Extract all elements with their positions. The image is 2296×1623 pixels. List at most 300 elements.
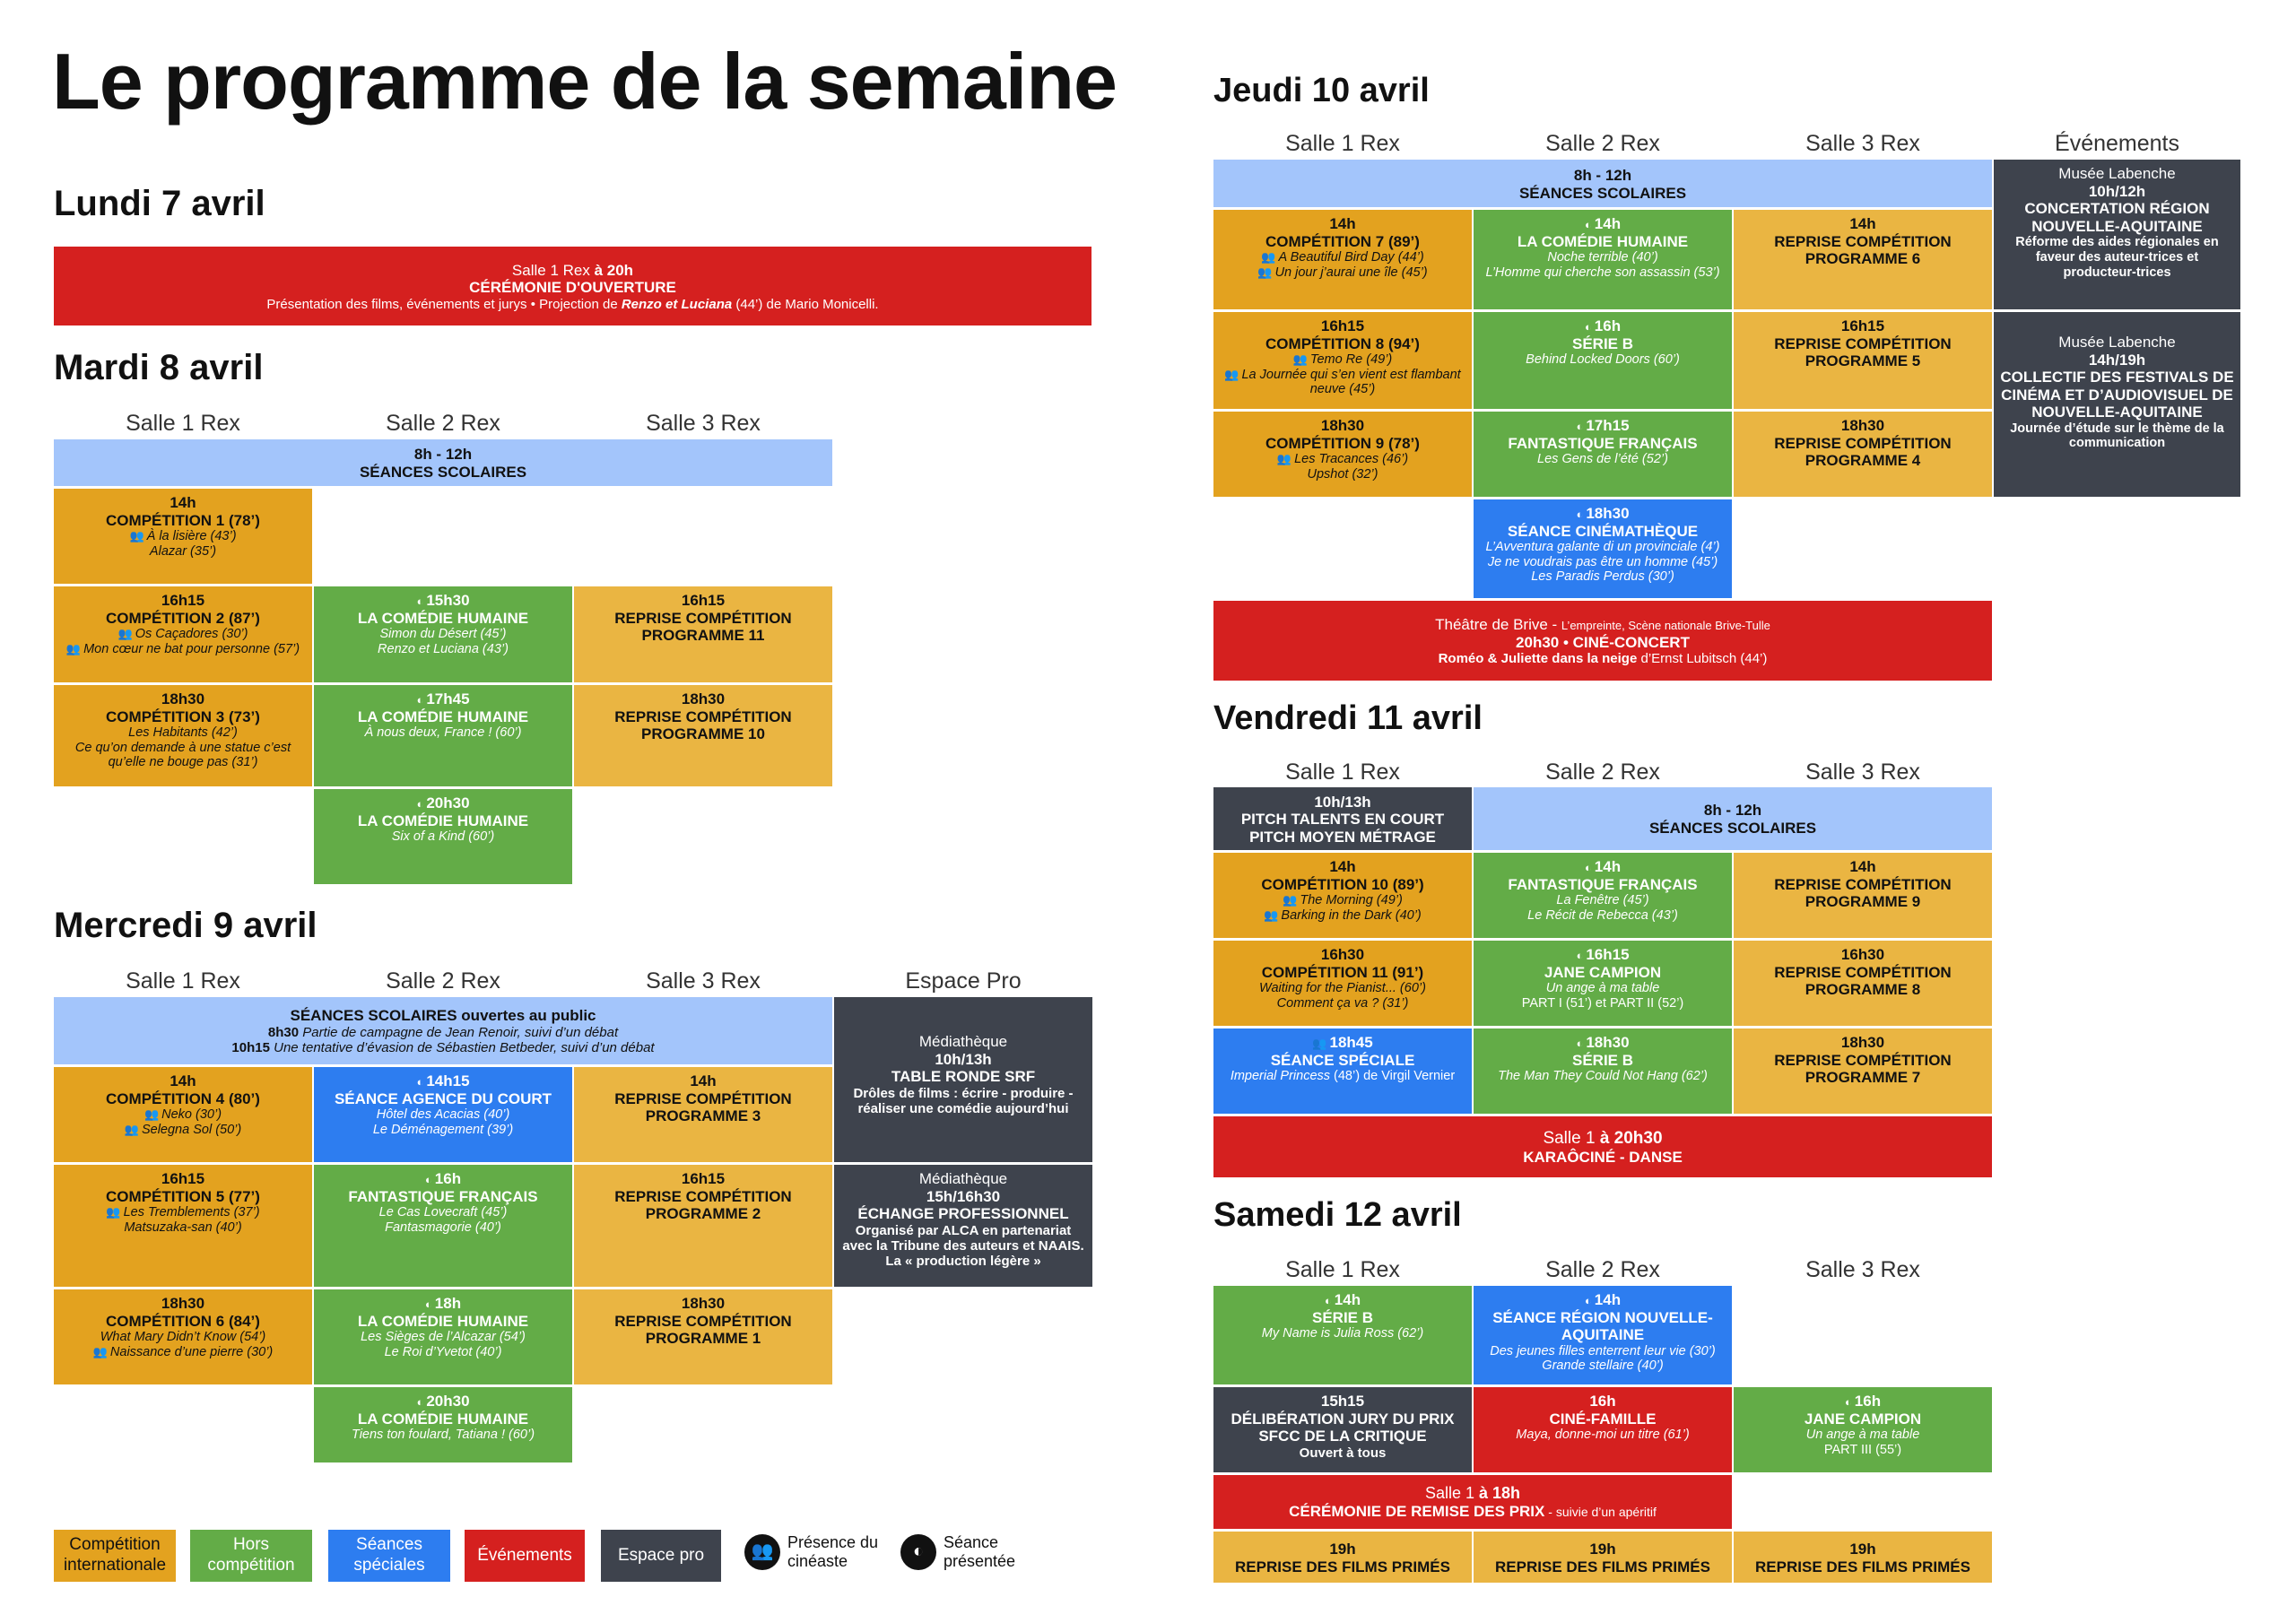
- film-credit: (48’) de Virgil Vernier: [1330, 1069, 1456, 1084]
- time: 14h: [170, 1072, 196, 1089]
- presenter-icon: ◐: [1576, 1037, 1584, 1050]
- film-title: Grande stellaire (40’): [1542, 1358, 1664, 1374]
- session-card[interactable]: [574, 685, 832, 786]
- session-card[interactable]: [1213, 312, 1472, 409]
- session-title: JANE CAMPION: [1804, 1410, 1922, 1428]
- time: 16h30: [1320, 946, 1365, 963]
- session-title: FANTASTIQUE FRANÇAIS: [348, 1187, 538, 1205]
- event-desc: Drôles de films : écrire - produire - réaliser une comédie aujourd’hui: [853, 1085, 1074, 1116]
- day-title-vendredi: Vendredi 11 avril: [1213, 699, 1483, 737]
- presenter-icon: ◐: [1324, 1294, 1332, 1307]
- time: 10h15: [231, 1040, 270, 1056]
- presenter-icon: ◐: [1584, 861, 1592, 874]
- time: 18h45: [1329, 1034, 1373, 1051]
- session-title: COMPÉTITION 9 (78’): [1265, 434, 1420, 452]
- session-title: COMPÉTITION 1 (78’): [106, 511, 260, 529]
- session-card[interactable]: [54, 489, 312, 584]
- presenter-icon: ◐: [1584, 218, 1592, 231]
- film-title: Roméo & Juliette dans la neige: [1438, 651, 1638, 667]
- time: 18h30: [681, 690, 726, 707]
- time: 16h15: [1840, 317, 1885, 334]
- time: 14h: [1334, 1291, 1361, 1308]
- presenter-icon: ◐: [1844, 1395, 1852, 1409]
- session-card[interactable]: [1474, 210, 1732, 309]
- session-card[interactable]: [54, 685, 312, 786]
- time: 10h/13h: [935, 1050, 992, 1068]
- film-title: Le Déménagement (39’): [372, 1122, 514, 1137]
- session-card[interactable]: [1213, 412, 1472, 497]
- venue: Théâtre de Brive -: [1435, 616, 1561, 634]
- session-title: ÉCHANGE PROFESSIONNEL: [857, 1205, 1069, 1223]
- venue-detail: L’empreinte, Scène nationale Brive-Tulle: [1561, 619, 1770, 633]
- presenter-icon: ◐: [424, 1173, 432, 1186]
- session-card[interactable]: [54, 1067, 312, 1162]
- session-card[interactable]: [314, 685, 572, 786]
- time: 10h/12h: [2088, 182, 2146, 200]
- venue: Musée Labenche: [2058, 334, 2176, 351]
- session-card[interactable]: [1474, 941, 1732, 1026]
- venue: Médiathèque: [918, 1033, 1008, 1050]
- time: 20h30: [426, 1393, 470, 1410]
- session-card[interactable]: [1213, 853, 1472, 938]
- presence-icon: 👥: [1283, 893, 1298, 907]
- session-title: LA COMÉDIE HUMAINE: [357, 707, 529, 725]
- column-header: Espace Pro: [905, 968, 1022, 994]
- column-header: Salle 2 Rex: [1545, 1257, 1660, 1282]
- film-title: Les Tracances (46’): [1294, 452, 1409, 467]
- time: 18h30: [161, 1295, 205, 1312]
- session-title: REPRISE DES FILMS PRIMÉS: [1755, 1558, 1970, 1575]
- presenter-icon: ◐: [1576, 420, 1584, 433]
- session-title: FANTASTIQUE FRANÇAIS: [1508, 434, 1698, 452]
- event-desc: - suivie d’un apéritif: [1544, 1505, 1657, 1520]
- film-title: Renzo et Luciana: [621, 296, 733, 312]
- venue: Médiathèque: [918, 1170, 1008, 1187]
- film-title: Temo Re (49’): [1309, 352, 1393, 368]
- session-title: COMPÉTITION 11 (91’): [1261, 963, 1424, 981]
- event-desc: Journée d’étude sur le thème de la communication: [2010, 421, 2224, 451]
- film-title: Comment ça va ? (31’): [1276, 995, 1409, 1011]
- school-screenings[interactable]: [1213, 160, 1992, 207]
- presence-icon: 👥: [1261, 250, 1276, 265]
- time: 17h15: [1586, 417, 1630, 434]
- session-card[interactable]: [1474, 499, 1732, 598]
- time: 18h30: [681, 1295, 726, 1312]
- time: 14h: [1849, 858, 1876, 875]
- session-title: SÉANCES SCOLAIRES: [1518, 184, 1687, 202]
- session-card[interactable]: [1734, 1387, 1992, 1472]
- film-title: Upshot (32’): [1307, 466, 1378, 482]
- presence-icon: 👥: [117, 627, 133, 641]
- column-header: Salle 1 Rex: [1285, 131, 1400, 156]
- session-title: SÉRIE B: [1571, 334, 1634, 352]
- session-card[interactable]: [1213, 941, 1472, 1026]
- session-card[interactable]: [1213, 1532, 1472, 1583]
- presence-icon: 👥: [106, 1205, 121, 1219]
- time: 18h30: [1320, 417, 1365, 434]
- film-title: L’Avventura galante di un provinciale (4’): [1485, 540, 1720, 555]
- presence-icon: 👥: [92, 1344, 108, 1358]
- presence-icon: 👥: [1264, 907, 1279, 922]
- session-title: REPRISE COMPÉTITION PROGRAMME 8: [1774, 963, 1952, 999]
- presenter-icon: ◐: [900, 1534, 936, 1570]
- time: 14h: [690, 1072, 717, 1089]
- film-title: Mon cœur ne bat pour personne (57’): [83, 641, 300, 656]
- time: à 20h30: [1599, 1129, 1663, 1149]
- time: 15h/16h30: [926, 1187, 1001, 1205]
- pro-event-card[interactable]: [834, 1165, 1092, 1287]
- film-title: Je ne voudrais pas être un homme (45’): [1487, 554, 1718, 569]
- session-title: SÉRIE B: [1571, 1051, 1634, 1069]
- session-title: REPRISE COMPÉTITION PROGRAMME 1: [614, 1312, 792, 1348]
- column-header: Salle 3 Rex: [646, 411, 761, 436]
- film-title: Neko (30’): [161, 1107, 222, 1123]
- session-card[interactable]: [54, 1289, 312, 1384]
- time: à 18h: [1479, 1484, 1521, 1503]
- day-title-jeudi: Jeudi 10 avril: [1213, 72, 1430, 109]
- column-header: Salle 1 Rex: [1285, 759, 1400, 785]
- awards-ceremony[interactable]: [1213, 1475, 1732, 1529]
- time: 16h15: [1320, 317, 1365, 334]
- presenter-icon: ◐: [416, 1395, 424, 1409]
- session-title: SÉANCES SCOLAIRES: [1648, 820, 1817, 837]
- session-card[interactable]: [1474, 312, 1732, 409]
- column-header: Événements: [2055, 131, 2179, 156]
- film-title: Barking in the Dark (40’): [1281, 907, 1422, 923]
- column-header: Salle 2 Rex: [1545, 759, 1660, 785]
- pro-event-card[interactable]: [834, 997, 1092, 1162]
- film-title: Alazar (35’): [149, 543, 217, 559]
- session-title: SÉANCES SCOLAIRES ouvertes au public: [290, 1007, 596, 1025]
- event-desc-end: (44’) de Mario Monicelli.: [732, 296, 879, 312]
- day-title-mercredi: Mercredi 9 avril: [54, 906, 317, 945]
- film-title: Les Habitants (42’): [128, 725, 238, 741]
- session-title: CONCERTATION RÉGION NOUVELLE-AQUITAINE: [2024, 200, 2210, 235]
- time: 14h: [1594, 1291, 1622, 1308]
- film-title: Des jeunes filles enterrent leur vie (30’): [1490, 1343, 1716, 1358]
- presence-icon: 👥: [65, 641, 82, 655]
- session-title: LA COMÉDIE HUMAINE: [357, 1312, 529, 1330]
- school-screenings[interactable]: [54, 997, 832, 1064]
- film-title: Noche terrible (40’): [1547, 250, 1658, 265]
- presence-icon: 👥: [144, 1107, 160, 1122]
- session-card[interactable]: [1474, 412, 1732, 497]
- pro-event-card[interactable]: [1213, 787, 1472, 850]
- session-title: FANTASTIQUE FRANÇAIS: [1508, 875, 1698, 893]
- film-title: Renzo et Luciana (43’): [378, 641, 509, 656]
- session-card[interactable]: [314, 1289, 572, 1384]
- session-card[interactable]: [1474, 1286, 1732, 1384]
- film-title: Os Caçadores (30’): [135, 627, 248, 642]
- session-title: COLLECTIF DES FESTIVALS DE CINÉMA ET D’AUDIOVISUEL DE NOUVELLE-AQUITAINE: [2000, 369, 2234, 421]
- karaocine-event[interactable]: [1213, 1116, 1992, 1177]
- session-card[interactable]: [1474, 1028, 1732, 1114]
- time: 8h - 12h: [1703, 802, 1762, 820]
- time: 16h: [1594, 317, 1622, 334]
- session-title: REPRISE DES FILMS PRIMÉS: [1235, 1558, 1450, 1575]
- session-title: REPRISE COMPÉTITION PROGRAMME 4: [1774, 434, 1952, 470]
- legend-evenements: Événements: [465, 1530, 585, 1582]
- session-title: REPRISE COMPÉTITION PROGRAMME 2: [614, 1187, 792, 1223]
- time: 10h/13h: [1314, 793, 1371, 811]
- time: 16h15: [161, 1170, 205, 1187]
- event-desc: Ouvert à tous: [1299, 1445, 1387, 1461]
- opening-ceremony[interactable]: [54, 247, 1091, 325]
- session-title: 20h30 • CINÉ-CONCERT: [1516, 633, 1690, 651]
- column-header: Salle 2 Rex: [1545, 131, 1660, 156]
- session-title: REPRISE COMPÉTITION PROGRAMME 9: [1774, 875, 1952, 911]
- event-desc: Réforme des aides régionales en faveur des auteur-trices et producteur-trices: [2015, 235, 2219, 280]
- film-title: Les Paradis Perdus (30’): [1531, 569, 1674, 585]
- session-title: COMPÉTITION 2 (87’): [106, 609, 260, 627]
- time: 18h30: [161, 690, 205, 707]
- time: 14h: [1594, 858, 1622, 875]
- legend-competition: Compétition internationale: [54, 1530, 176, 1582]
- film-title: Ce qu’on demande à une statue c’est qu’elle ne bouge pas (31’): [74, 740, 291, 770]
- legend-hors-competition: Hors compétition: [190, 1530, 312, 1582]
- film-title: À la lisière (43’): [146, 529, 237, 544]
- session-card[interactable]: [1734, 1028, 1992, 1114]
- time: 14h: [1594, 215, 1622, 232]
- presence-icon: 👥: [1276, 452, 1292, 466]
- session-title: LA COMÉDIE HUMAINE: [1517, 232, 1689, 250]
- session-title: REPRISE COMPÉTITION PROGRAMME 10: [614, 707, 792, 743]
- session-card[interactable]: [1213, 1286, 1472, 1384]
- time: 16h15: [681, 1170, 726, 1187]
- time: 15h30: [426, 592, 470, 609]
- film-title: Fantasmagorie (40’): [385, 1219, 501, 1235]
- session-card[interactable]: [574, 586, 832, 682]
- time: 8h - 12h: [413, 446, 473, 464]
- session-card[interactable]: [54, 1165, 312, 1287]
- time: 18h30: [1840, 417, 1885, 434]
- presence-icon: 👥: [1312, 1037, 1327, 1050]
- presenter-icon: ◐: [424, 1298, 432, 1311]
- session-title: PITCH TALENTS EN COURT PITCH MOYEN MÉTRAGE: [1240, 811, 1445, 846]
- time: 15h15: [1320, 1393, 1365, 1410]
- column-header: Salle 3 Rex: [1805, 759, 1920, 785]
- film-title: Le Roi d’Yvetot (40’): [384, 1344, 502, 1359]
- film-parts: PART III (55’): [1823, 1442, 1902, 1457]
- day-title-samedi: Samedi 12 avril: [1213, 1196, 1462, 1234]
- presenter-icon: ◐: [1584, 1294, 1592, 1307]
- session-title: JANE CAMPION: [1544, 963, 1662, 981]
- film-title: La Journée qui s’en vient est flambant neuve (45’): [1241, 367, 1461, 397]
- session-card[interactable]: [314, 1067, 572, 1162]
- film-desc: Partie de campagne de Jean Renoir, suivi d’un débat: [299, 1025, 619, 1041]
- venue: Salle 1 Rex: [511, 261, 595, 279]
- two-people-icon: 👥: [744, 1534, 780, 1570]
- time: 19h: [1849, 1540, 1876, 1558]
- session-title: SÉANCE CINÉMATHÈQUE: [1507, 522, 1699, 540]
- session-card[interactable]: [574, 1067, 832, 1162]
- presenter-icon: ◐: [416, 693, 424, 707]
- session-card[interactable]: [1734, 210, 1992, 309]
- presenter-icon: ◐: [416, 595, 424, 608]
- session-card[interactable]: [1734, 941, 1992, 1026]
- session-title: REPRISE COMPÉTITION PROGRAMME 6: [1774, 232, 1952, 268]
- legend-label: Présence du cinéaste: [787, 1533, 879, 1570]
- time: 14h: [1329, 215, 1356, 232]
- event-card[interactable]: [1994, 160, 2240, 309]
- film-title: La Fenêtre (45’): [1556, 893, 1649, 908]
- film-title: Matsuzaka-san (40’): [124, 1219, 242, 1235]
- page-title: Le programme de la semaine: [52, 37, 1117, 126]
- session-card[interactable]: [574, 1165, 832, 1287]
- time: 14h: [1329, 858, 1356, 875]
- session-title: TABLE RONDE SRF: [891, 1068, 1036, 1086]
- film-title: Maya, donne-moi un titre (61’): [1516, 1428, 1690, 1443]
- film-title: Un ange à ma table: [1805, 1428, 1920, 1443]
- film-title: A Beautiful Bird Day (44’): [1278, 250, 1424, 265]
- session-card[interactable]: [54, 586, 312, 682]
- film-parts: PART I (51’) et PART II (52’): [1521, 995, 1684, 1011]
- session-title: COMPÉTITION 6 (84’): [106, 1312, 260, 1330]
- column-header: Salle 1 Rex: [1285, 1257, 1400, 1282]
- film-title: My Name is Julia Ross (62’): [1261, 1326, 1424, 1341]
- time: 14h: [170, 494, 196, 511]
- film-desc: Une tentative d’évasion de Sébastien Betbeder, suivi d’un débat: [269, 1040, 655, 1056]
- session-card[interactable]: [314, 1165, 572, 1287]
- film-title: What Mary Didn’t Know (54’): [100, 1330, 266, 1345]
- time: 18h30: [1586, 505, 1630, 522]
- session-card[interactable]: [1213, 1028, 1472, 1114]
- day-title-lundi: Lundi 7 avril: [54, 184, 265, 223]
- time: 8h30: [267, 1025, 300, 1041]
- presenter-icon: ◐: [416, 1075, 424, 1089]
- legend-presentee: [900, 1533, 1044, 1570]
- film-credit: d’Ernst Lubitsch (44’): [1637, 651, 1768, 667]
- time: 18h: [434, 1295, 462, 1312]
- presence-icon: 👥: [124, 1122, 139, 1136]
- film-title: Tiens ton foulard, Tatiana ! (60’): [351, 1428, 535, 1443]
- time: 16h: [1854, 1393, 1882, 1410]
- time: 20h30: [426, 794, 470, 812]
- session-title: REPRISE COMPÉTITION PROGRAMME 7: [1774, 1051, 1952, 1087]
- time: 18h30: [1586, 1034, 1630, 1051]
- school-screenings[interactable]: [1474, 787, 1992, 850]
- session-card[interactable]: [1734, 312, 1992, 409]
- cine-concert-event[interactable]: [1213, 601, 1992, 681]
- session-title: LA COMÉDIE HUMAINE: [357, 609, 529, 627]
- session-card[interactable]: [1474, 1532, 1732, 1583]
- time: 16h: [434, 1170, 462, 1187]
- session-card[interactable]: [574, 1289, 832, 1384]
- session-title: SÉANCES SCOLAIRES: [359, 464, 527, 481]
- session-title: KARAÔCINÉ - DANSE: [1523, 1149, 1683, 1167]
- session-title: COMPÉTITION 3 (73’): [106, 707, 260, 725]
- session-title: COMPÉTITION 8 (94’): [1265, 334, 1420, 352]
- event-card[interactable]: [1994, 312, 2240, 497]
- session-title: COMPÉTITION 7 (89’): [1265, 232, 1420, 250]
- film-title: Les Gens de l’été (52’): [1537, 452, 1668, 467]
- session-card[interactable]: [314, 586, 572, 682]
- session-title: CÉRÉMONIE DE REMISE DES PRIX: [1289, 1503, 1545, 1521]
- film-title: Hôtel des Acacias (40’): [376, 1107, 510, 1123]
- time: 16h30: [1840, 946, 1885, 963]
- session-card[interactable]: [1474, 853, 1732, 938]
- day-title-mardi: Mardi 8 avril: [54, 348, 264, 387]
- session-card[interactable]: [1474, 1387, 1732, 1472]
- session-title: COMPÉTITION 5 (77’): [106, 1187, 260, 1205]
- column-header: Salle 2 Rex: [386, 968, 500, 994]
- film-title: The Morning (49’): [1300, 893, 1403, 908]
- column-header: Salle 1 Rex: [126, 968, 240, 994]
- presence-icon: 👥: [1257, 265, 1273, 279]
- session-card[interactable]: [1734, 1532, 1992, 1583]
- session-title: LA COMÉDIE HUMAINE: [357, 812, 529, 829]
- session-card[interactable]: [314, 789, 572, 884]
- film-title: Simon du Désert (45’): [379, 627, 507, 642]
- session-title: DÉLIBÉRATION JURY DU PRIX SFCC DE LA CRITIQUE: [1231, 1410, 1455, 1445]
- session-title: SÉRIE B: [1311, 1308, 1374, 1326]
- session-title: COMPÉTITION 10 (89’): [1261, 875, 1424, 893]
- time: 8h - 12h: [1573, 166, 1632, 184]
- film-title: Naissance d’une pierre (30’): [109, 1344, 274, 1359]
- session-title: SÉANCE AGENCE DU COURT: [334, 1089, 552, 1107]
- time: 16h15: [161, 592, 205, 609]
- session-title: REPRISE COMPÉTITION PROGRAMME 11: [614, 609, 792, 645]
- film-title: Imperial Princess: [1230, 1069, 1331, 1084]
- column-header: Salle 2 Rex: [386, 411, 500, 436]
- event-desc: Organisé par ALCA en partenariat avec la Tribune des auteurs et NAAIS. La « production légère »: [842, 1222, 1084, 1270]
- pro-event-card[interactable]: [1213, 1387, 1472, 1472]
- session-card[interactable]: [1734, 853, 1992, 938]
- presence-icon: 👥: [1224, 367, 1239, 381]
- film-title: Six of a Kind (60’): [391, 829, 495, 845]
- session-card[interactable]: [314, 1387, 572, 1462]
- film-title: L’Homme qui cherche son assassin (53’): [1485, 265, 1720, 280]
- time: 14h: [1849, 215, 1876, 232]
- film-title: Selegna Sol (50’): [141, 1122, 242, 1137]
- film-title: Waiting for the Pianist... (60’): [1259, 981, 1426, 996]
- time: à 20h: [594, 261, 634, 279]
- film-title: Les Tremblements (37’): [123, 1205, 260, 1220]
- presenter-icon: ◐: [1584, 320, 1592, 334]
- session-title: CINÉ-FAMILLE: [1549, 1410, 1657, 1428]
- school-screenings[interactable]: [54, 439, 832, 486]
- time: 16h15: [681, 592, 726, 609]
- presenter-icon: ◐: [1576, 949, 1584, 962]
- time: 17h45: [426, 690, 470, 707]
- session-card[interactable]: [1213, 210, 1472, 309]
- session-card[interactable]: [1734, 412, 1992, 497]
- session-title: SÉANCE SPÉCIALE: [1270, 1051, 1415, 1069]
- venue: Musée Labenche: [2058, 165, 2176, 182]
- column-header: Salle 3 Rex: [1805, 131, 1920, 156]
- time: 19h: [1589, 1540, 1616, 1558]
- event-title: CÉRÉMONIE D'OUVERTURE: [469, 279, 676, 297]
- session-title: REPRISE COMPÉTITION PROGRAMME 5: [1774, 334, 1952, 370]
- column-header: Salle 1 Rex: [126, 411, 240, 436]
- time: 16h15: [1586, 946, 1630, 963]
- presence-icon: 👥: [1292, 352, 1308, 367]
- film-title: Behind Locked Doors (60’): [1526, 352, 1680, 368]
- time: 14h15: [426, 1072, 470, 1089]
- column-header: Salle 3 Rex: [1805, 1257, 1920, 1282]
- time: 16h: [1589, 1393, 1616, 1410]
- presence-icon: 👥: [129, 529, 144, 543]
- film-title: Le Cas Lovecraft (45’): [378, 1205, 508, 1220]
- presenter-icon: ◐: [416, 797, 424, 811]
- film-title: The Man They Could Not Hang (62’): [1498, 1069, 1708, 1084]
- time: 14h/19h: [2088, 351, 2146, 369]
- time: 18h30: [1840, 1034, 1885, 1051]
- time: 19h: [1329, 1540, 1356, 1558]
- legend-presence: [744, 1533, 888, 1570]
- venue: Salle 1: [1543, 1129, 1600, 1149]
- film-title: À nous deux, France ! (60’): [364, 725, 522, 741]
